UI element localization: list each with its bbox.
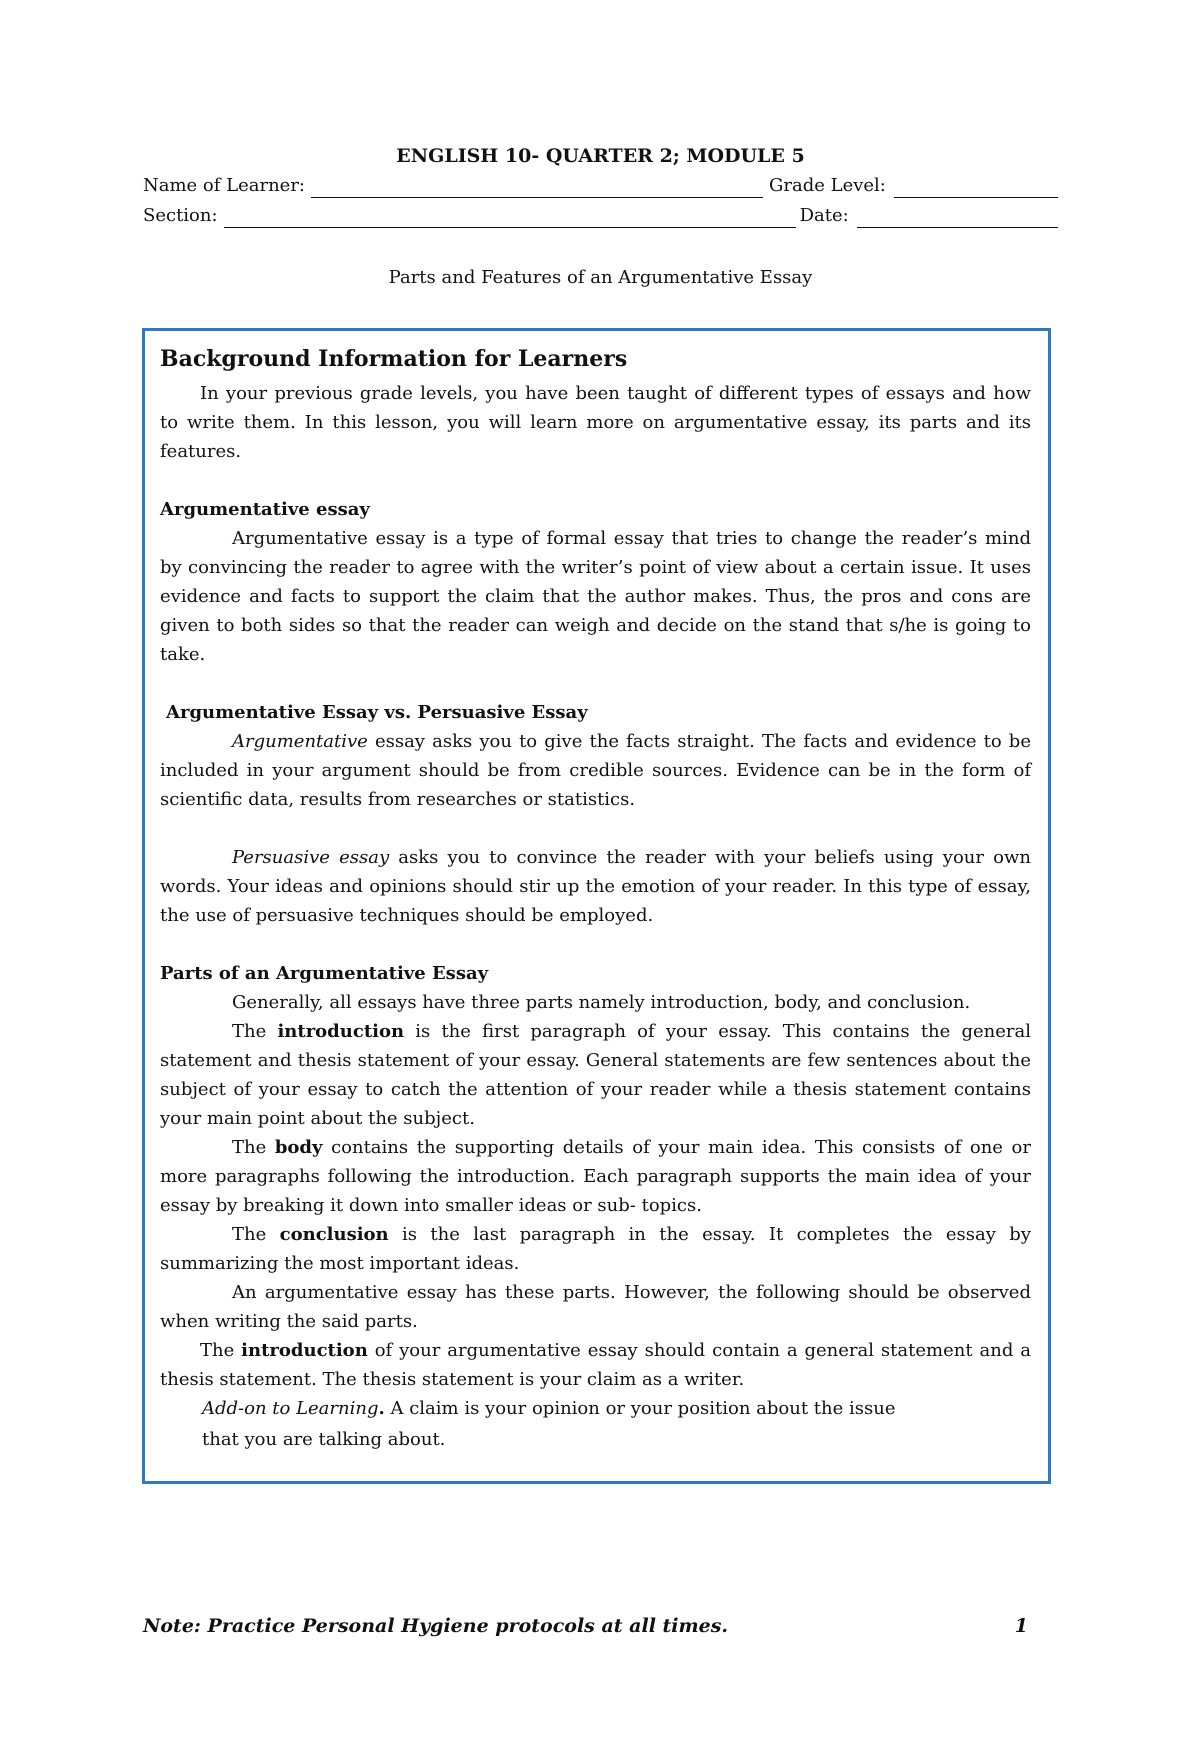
argumentative-heading: Argumentative essay — [160, 499, 370, 520]
introduction-paragraph: The introduction is the first paragraph of your essay. This contains the general statement and thesis statement of your essay. General statements are few sentences about the subject of your essay to catch the attention of your reader while a thesis statement contains your main point about the subject. — [160, 1021, 1031, 1129]
add-on-note-continued: that you are talking about. — [202, 1429, 446, 1450]
comparison-heading: Argumentative Essay vs. Persuasive Essay — [166, 702, 588, 723]
persuasive-definition: Persuasive essay asks you to convince the reader with your beliefs using your own words. Your ideas and opinions should stir up the emotion of your reader. In this type of essay, the use of persuasive techniques should be employed. — [160, 847, 1031, 926]
conclusion-paragraph: The conclusion is the last paragraph in the essay. It completes the essay by summarizing the most important ideas. — [160, 1224, 1031, 1274]
argumentative-paragraph: Argumentative essay is a type of formal essay that tries to change the reader’s mind by convincing the reader to agree with the writer’s point of view about a certain issue. It uses evidence and facts to support the claim that the author makes. Thus, the pros and cons are given to both sides so that the reader can weigh and decide on the stand that s/he is going to take. — [160, 528, 1031, 665]
add-on-term: Add-on to Learning — [202, 1398, 379, 1419]
name-field[interactable] — [311, 178, 763, 198]
parts-heading: Parts of an Argumentative Essay — [160, 963, 489, 984]
background-info-box — [142, 328, 1051, 1484]
conclusion-term: conclusion — [279, 1224, 389, 1245]
footer-note: Note: Practice Personal Hygiene protocols at all times. — [143, 1615, 729, 1637]
argumentative-term: Argumentative — [232, 731, 368, 752]
page-number: 1 — [1014, 1615, 1028, 1637]
introduction-term-2: introduction — [241, 1340, 368, 1361]
introduction-term: introduction — [277, 1021, 405, 1042]
section-label: Section: — [143, 205, 218, 226]
intro-paragraph: In your previous grade levels, you have been taught of different types of essays and how to write them. In this lesson, you will learn more on argumentative essay, its parts and its features. — [160, 383, 1031, 462]
section-field[interactable] — [224, 208, 796, 228]
name-label: Name of Learner: — [143, 175, 305, 196]
page-footer — [143, 1615, 1028, 1637]
module-title: ENGLISH 10- QUARTER 2; MODULE 5 — [396, 145, 805, 167]
worksheet-header — [143, 145, 1058, 234]
parts-note-paragraph: An argumentative essay has these parts. However, the following should be observed when writing the said parts. — [160, 1282, 1031, 1332]
persuasive-term: Persuasive essay — [232, 847, 390, 868]
body-term: body — [274, 1137, 323, 1158]
date-field[interactable] — [857, 208, 1058, 228]
section-date-row — [143, 204, 1058, 228]
add-on-note: Add-on to Learning. A claim is your opinion or your position about the issue — [202, 1398, 896, 1419]
grade-field[interactable] — [894, 178, 1058, 198]
grade-label: Grade Level: — [769, 175, 886, 196]
thesis-paragraph: The introduction of your argumentative essay should contain a general statement and a thesis statement. The thesis statement is your claim as a writer. — [160, 1340, 1031, 1390]
box-heading: Background Information for Learners — [160, 346, 628, 372]
name-grade-row — [143, 174, 1058, 198]
argumentative-definition: Argumentative essay asks you to give the facts straight. The facts and evidence to be included in your argument should be from credible sources. Evidence can be in the form of scientific data, results from researches or statistics. — [160, 731, 1031, 810]
lesson-title: Parts and Features of an Argumentative Essay — [388, 267, 813, 288]
date-label: Date: — [799, 205, 849, 226]
parts-general: Generally, all essays have three parts namely introduction, body, and conclusion. — [232, 992, 971, 1013]
body-paragraph: The body contains the supporting details of your main idea. This consists of one or more paragraphs following the introduction. Each paragraph supports the main idea of your essay by breaking it down into smaller ideas or sub- topics. — [160, 1137, 1031, 1216]
